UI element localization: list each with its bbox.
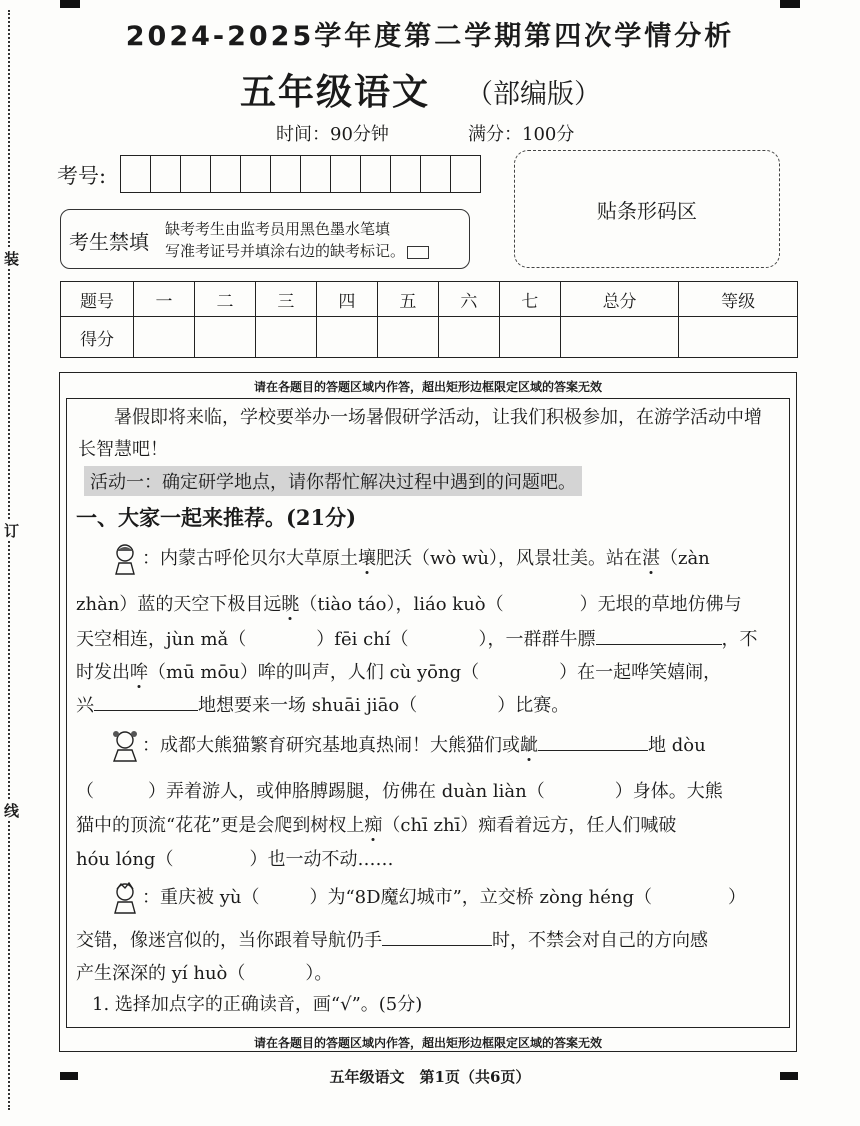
- score-cell[interactable]: [134, 317, 195, 358]
- score-cell[interactable]: [438, 317, 499, 358]
- score-header-cell: 四: [316, 282, 377, 317]
- full-score-info: 满分：100分: [468, 124, 575, 145]
- score-cell[interactable]: [499, 317, 560, 358]
- side-char-ding: 订: [4, 522, 20, 540]
- score-header-cell: 二: [194, 282, 255, 317]
- passage2-line: （ ）弄着游人，或伸胳膊踢腿，仿佛在 duàn liàn（ ）身体。大熊: [76, 781, 723, 802]
- passage1-line: ：内蒙古呼伦贝尔大草原土壤肥沃（wò wù），风景壮美。站在湛（zàn: [110, 543, 710, 575]
- passage1-line: zhàn）蓝的天空下极目远眺（tiào táo），liáo kuò（ ）无垠的草地仿佛与: [76, 594, 742, 615]
- absent-instruction-line: 写准考证号并填涂右边的缺考标记。: [165, 242, 406, 260]
- fill-blank[interactable]: [596, 626, 722, 645]
- corner-mark: [780, 0, 800, 8]
- score-cell[interactable]: [255, 317, 316, 358]
- edition-label: （部编版）: [466, 79, 601, 110]
- page-footer: 五年级语文 第1页（共6页）: [329, 1068, 531, 1086]
- exam-digit-box[interactable]: [211, 156, 241, 192]
- score-table: [60, 281, 798, 358]
- absent-box-label: 考生禁填: [69, 230, 149, 254]
- passage3-line: 交错，像迷宫似的，当你跟着导航仍手 时，不禁会对自己的方向感: [76, 926, 708, 952]
- score-header-cell: 三: [255, 282, 316, 317]
- score-header-cell: 总分: [560, 282, 679, 317]
- absent-checkbox[interactable]: [407, 246, 429, 259]
- passage1-line: 兴 地想要来一场 shuāi jiāo（ ）比赛。: [76, 691, 569, 717]
- exam-digit-box[interactable]: [391, 156, 421, 192]
- passage2-line: ：成都大熊猫繁育研究基地真热闹！大熊猫们或龇 地 dòu: [110, 730, 706, 762]
- absent-instructions: [165, 218, 429, 262]
- exam-digit-box[interactable]: [331, 156, 361, 192]
- exam-digit-box[interactable]: [271, 156, 301, 192]
- kid-avatar-icon: [110, 882, 140, 914]
- score-header-cell: 题号: [61, 282, 134, 317]
- passage2-line: hóu lóng（ ）也一动不动……: [76, 849, 394, 870]
- exam-number-boxes[interactable]: [120, 155, 481, 193]
- barcode-area: [514, 150, 780, 268]
- time-info: 时间：90分钟: [276, 124, 389, 145]
- exam-number-label: 考号:: [57, 164, 107, 188]
- fill-blank[interactable]: [382, 927, 492, 946]
- section-heading: 一、大家一起来推荐。(21分): [76, 505, 357, 530]
- question-1: 1. 选择加点字的正确读音，画“√”。(5分): [92, 994, 423, 1015]
- score-header-cell: 七: [499, 282, 560, 317]
- exam-digit-box[interactable]: [181, 156, 211, 192]
- score-header-cell: 六: [438, 282, 499, 317]
- score-header-cell: 一: [134, 282, 195, 317]
- girl-avatar-icon: [110, 730, 140, 762]
- subject-title: 五年级语文: [240, 71, 431, 113]
- page-title: 2024-2025学年度第二学期第四次学情分析: [125, 21, 735, 52]
- score-cell[interactable]: [194, 317, 255, 358]
- answer-notice-top: 请在各题目的答题区域内作答，超出矩形边框限定区域的答案无效: [253, 380, 602, 394]
- score-cell[interactable]: [316, 317, 377, 358]
- barcode-label: 贴条形码区: [597, 198, 697, 223]
- activity-heading: 活动一：确定研学地点，请你帮忙解决过程中遇到的问题吧。: [84, 466, 582, 496]
- fill-blank[interactable]: [538, 732, 648, 751]
- binding-line: [8, 10, 10, 1110]
- fill-blank[interactable]: [94, 692, 198, 711]
- passage3-line: ：重庆被 yù（ ）为“8D魔幻城市”，立交桥 zòng héng（ ）: [110, 882, 746, 914]
- exam-digit-box[interactable]: [241, 156, 271, 192]
- corner-mark: [60, 0, 80, 8]
- passage2-line: 猫中的顶流“花花”更是会爬到树杈上痴（chī zhī）痴看着远方，任人们喊破: [76, 815, 677, 836]
- score-cell[interactable]: [679, 317, 798, 358]
- score-cell[interactable]: [377, 317, 438, 358]
- score-row-label: 得分: [61, 317, 134, 358]
- score-header-cell: 五: [377, 282, 438, 317]
- absent-mark-box: [60, 209, 470, 269]
- passage1-line: 时发出哞（mū mōu）哞的叫声，人们 cù yōng（ ）在一起哗笑嬉闹，: [76, 662, 722, 683]
- score-header-cell: 等级: [679, 282, 798, 317]
- side-char-zhuang: 装: [4, 250, 20, 268]
- exam-digit-box[interactable]: [301, 156, 331, 192]
- side-char-xian: 线: [4, 802, 20, 820]
- passage3-line: 产生深深的 yí huò（ ）。: [76, 963, 333, 984]
- absent-instruction-line: 缺考考生由监考员用黑色墨水笔填: [165, 220, 391, 238]
- answer-notice-bottom: 请在各题目的答题区域内作答，超出矩形边框限定区域的答案无效: [253, 1036, 602, 1050]
- boy-avatar-icon: [110, 543, 140, 575]
- passage1-line: 天空相连，jùn mǎ（ ）fēi chí（ ），一群群牛膘 ，不: [76, 625, 758, 651]
- exam-digit-box[interactable]: [121, 156, 151, 192]
- exam-digit-box[interactable]: [421, 156, 451, 192]
- exam-digit-box[interactable]: [361, 156, 391, 192]
- exam-digit-box[interactable]: [451, 156, 480, 192]
- score-cell[interactable]: [560, 317, 679, 358]
- intro-paragraph: 暑假即将来临，学校要举办一场暑假研学活动，让我们积极参加，在游学活动中增长智慧吧！: [78, 407, 762, 460]
- exam-digit-box[interactable]: [151, 156, 181, 192]
